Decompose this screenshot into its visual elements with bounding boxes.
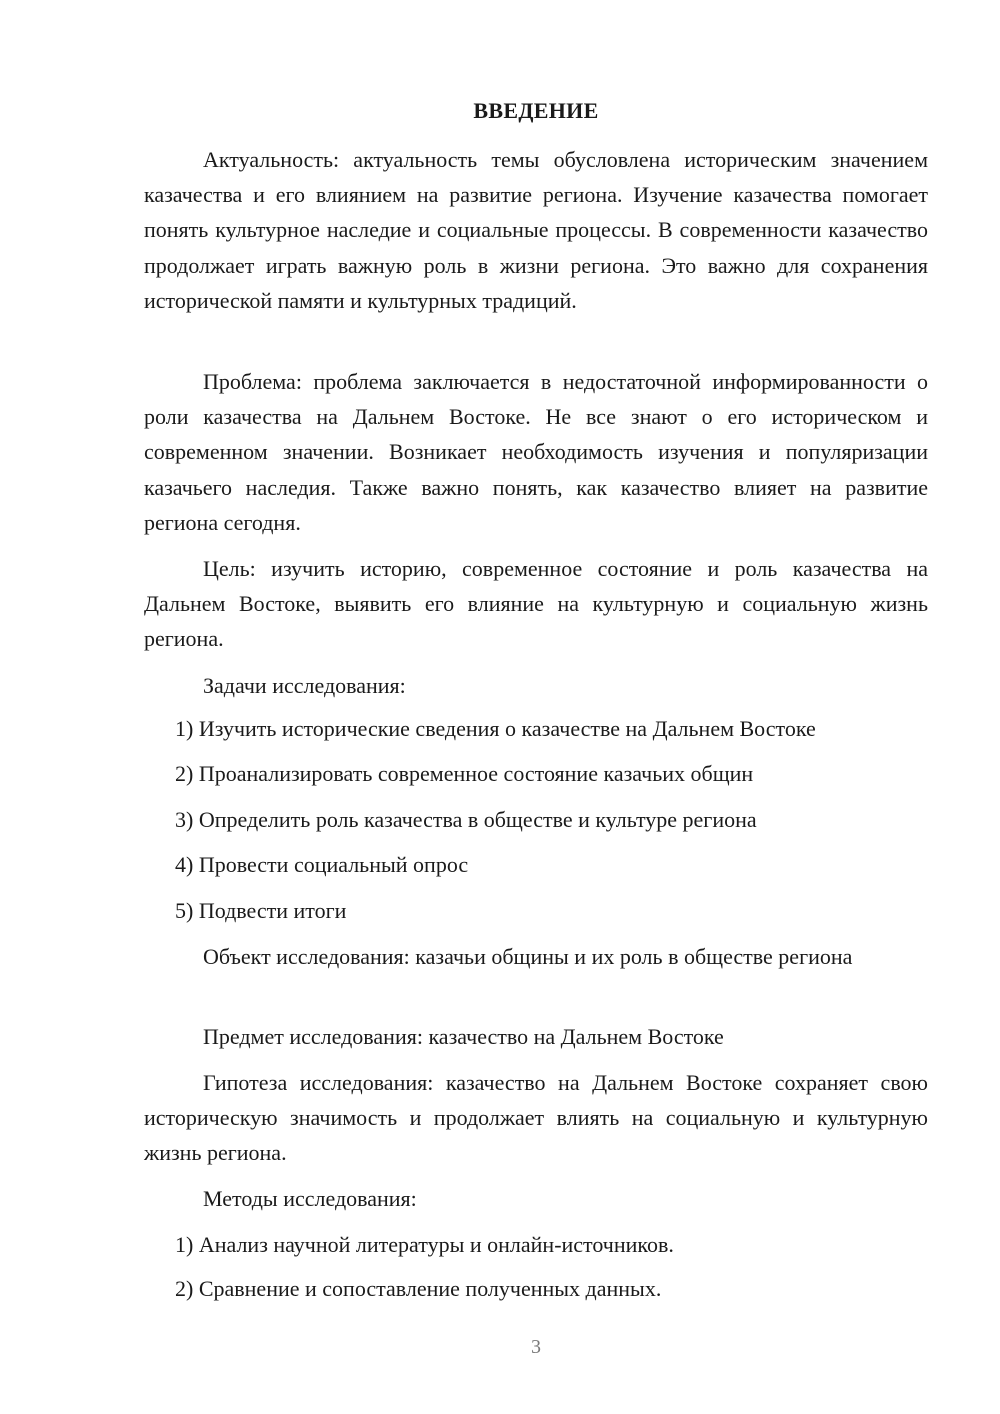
- methods-heading: Методы исследования:: [203, 1186, 417, 1211]
- task-item: 5) Подвести итоги: [175, 898, 347, 923]
- method-item: 1) Анализ научной литературы и онлайн-источников.: [175, 1232, 674, 1257]
- goal-paragraph: Цель: изучить историю, современное состояние и роль казачества на Дальнем Востоке, выявить его влияние на культурную и социальную жизнь региона.: [144, 556, 928, 652]
- page-number: 3: [531, 1336, 541, 1358]
- hypothesis-paragraph: Гипотеза исследования: казачество на Дальнем Востоке сохраняет свою историческую значимость и продолжает влиять на социальную и культурную жизнь региона.: [144, 1070, 928, 1166]
- object-paragraph: Объект исследования: казачьи общины и их роль в обществе региона: [203, 944, 853, 969]
- task-item: 3) Определить роль казачества в обществе и культуре региона: [175, 807, 757, 832]
- task-item: 1) Изучить исторические сведения о казачестве на Дальнем Востоке: [175, 716, 816, 741]
- subject-paragraph: Предмет исследования: казачество на Дальнем Востоке: [203, 1024, 724, 1049]
- tasks-heading: Задачи исследования:: [203, 673, 406, 698]
- method-item: 2) Сравнение и сопоставление полученных данных.: [175, 1276, 662, 1301]
- relevance-paragraph: Актуальность: актуальность темы обусловлена историческим значением казачества и его влиянием на развитие региона. Изучение казачества помогает понять культурное наследие и социальные процессы. В современности казачество продолжает играть важную роль в жизни региона. Это важно для сохранения исторической памяти и культурных традиций.: [144, 147, 928, 313]
- problem-paragraph: Проблема: проблема заключается в недостаточной информированности о роли казачества на Дальнем Востоке. Не все знают о его историческом и современном значении. Возникает необходимость изучения и популяризации казачьего наследия. Также важно понять, как казачество влияет на развитие региона сегодня.: [144, 369, 928, 535]
- task-item: 2) Проанализировать современное состояние казачьих общин: [175, 761, 754, 786]
- page-title: ВВЕДЕНИЕ: [473, 98, 599, 123]
- task-item: 4) Провести социальный опрос: [175, 852, 469, 877]
